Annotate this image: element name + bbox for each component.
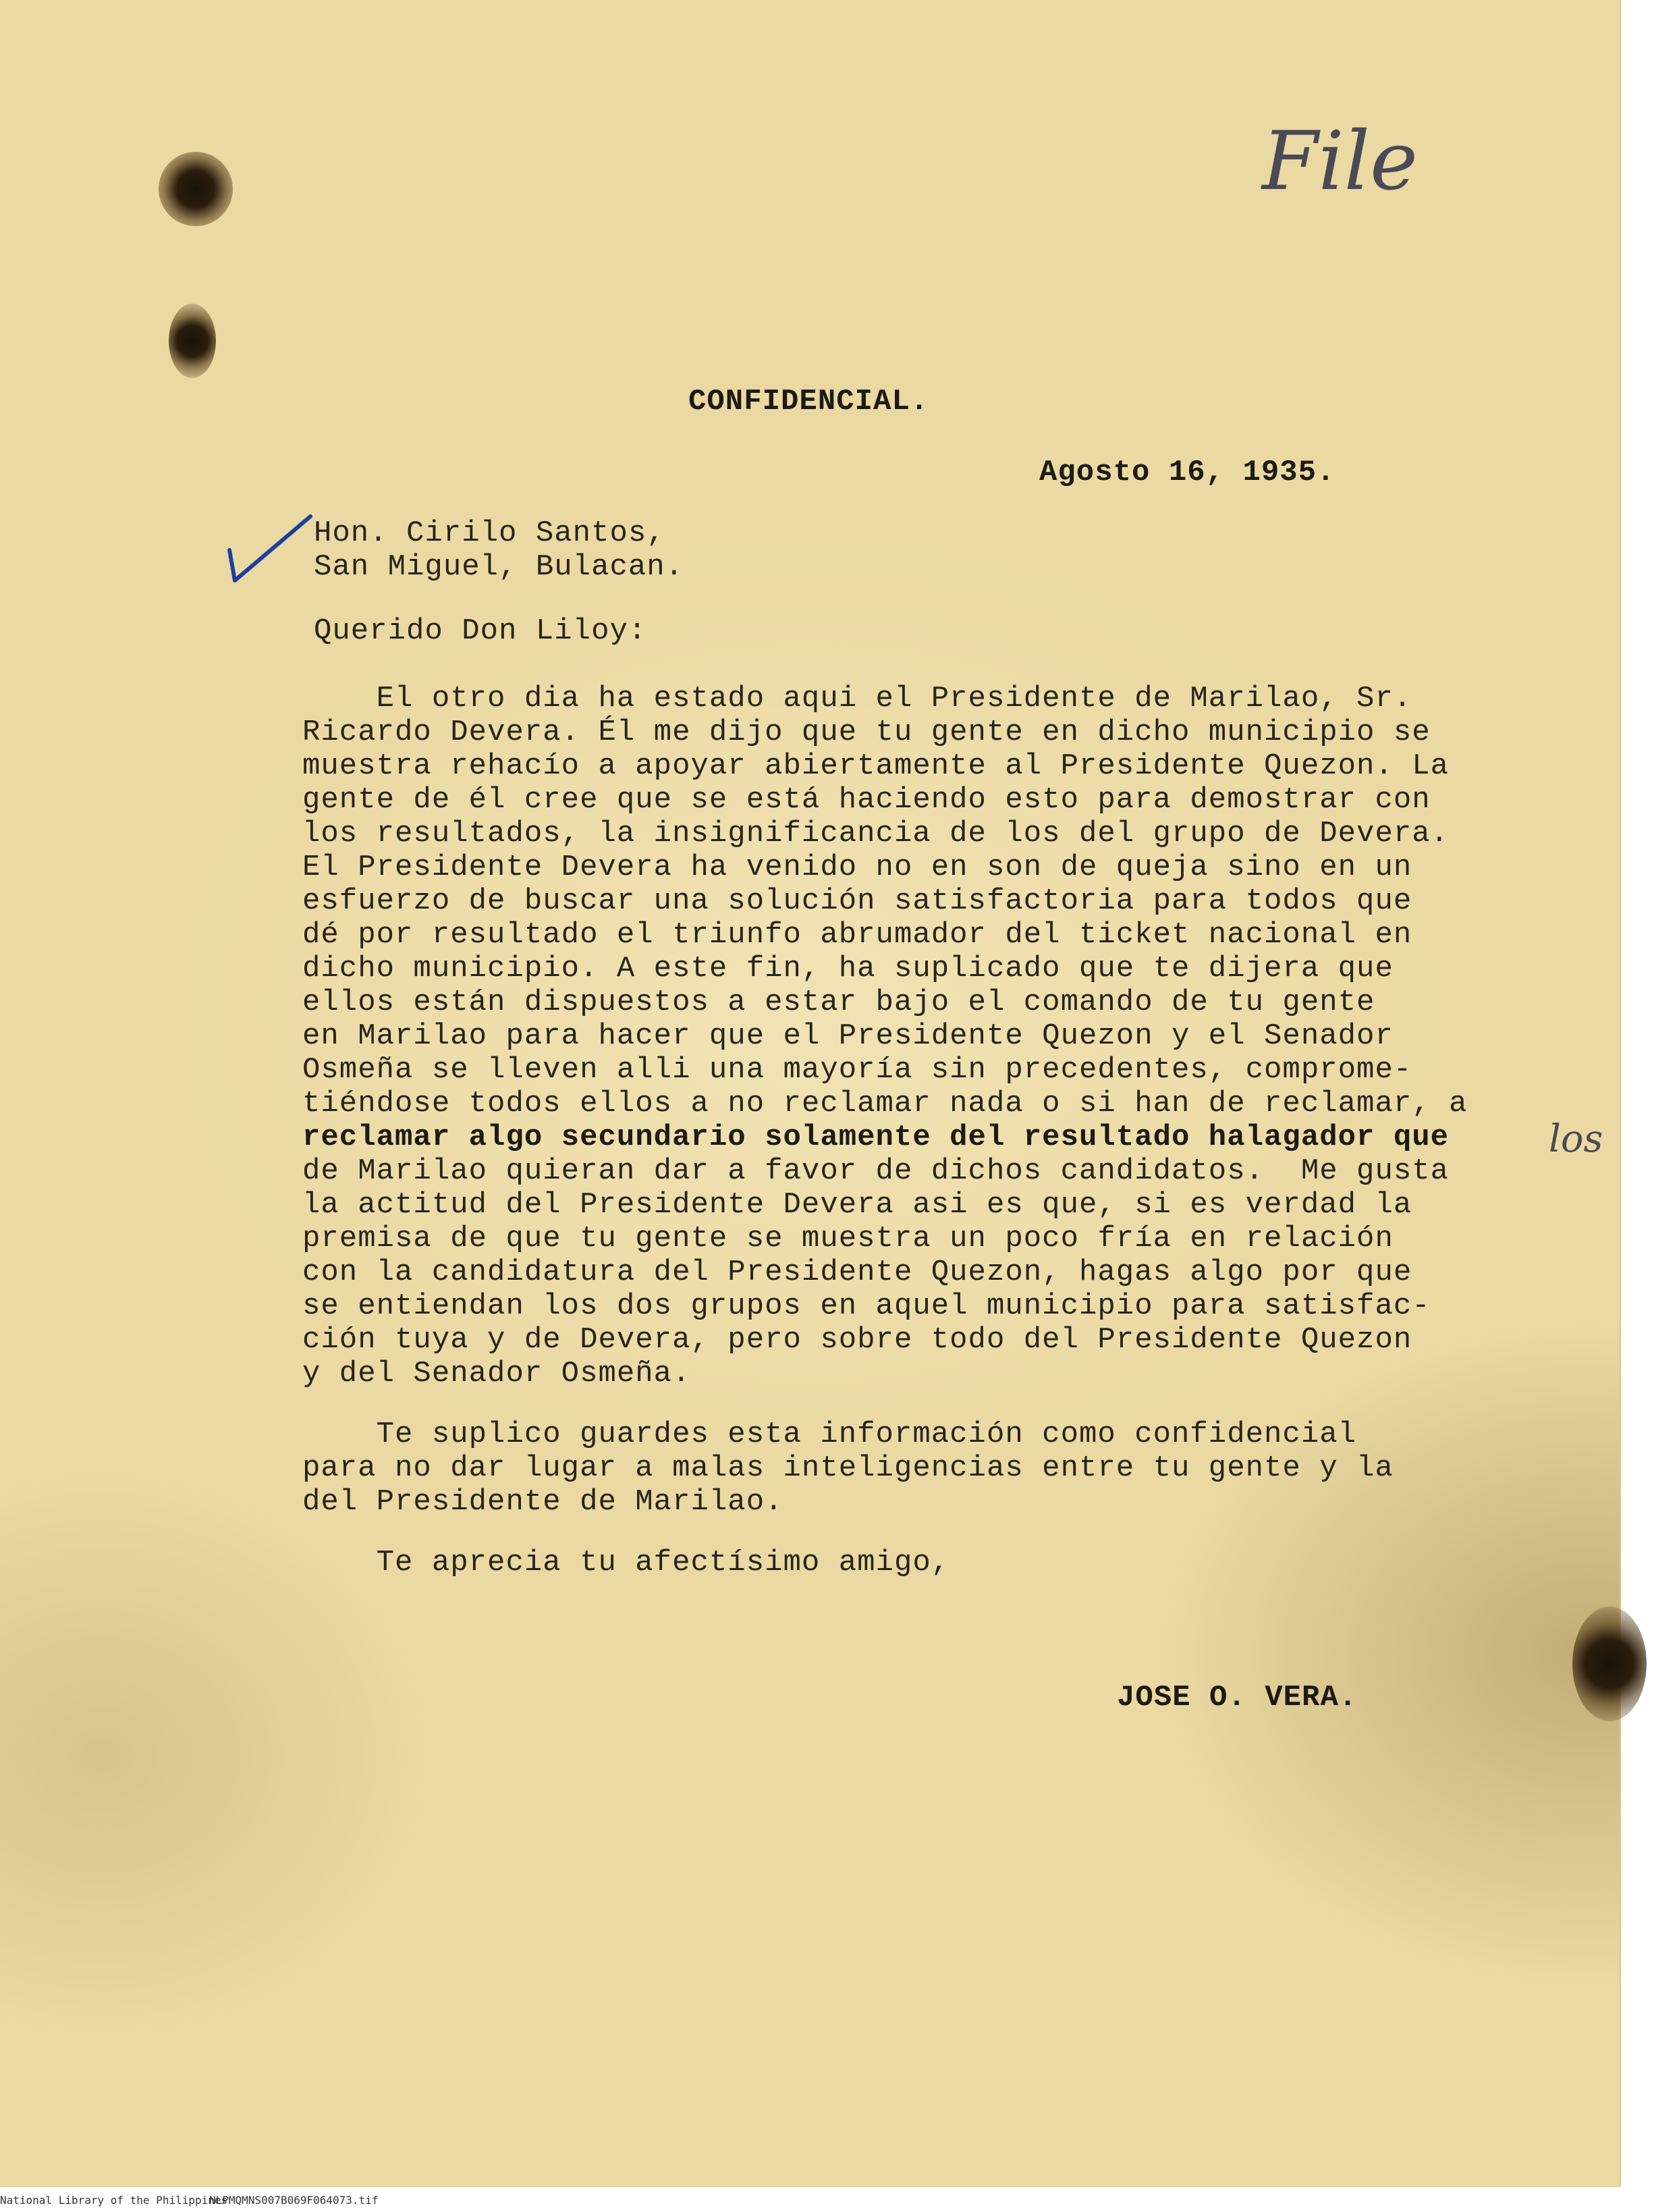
handwritten-file-note: File xyxy=(1262,115,1419,209)
closing-paragraph xyxy=(302,1418,1585,1526)
valediction: Te aprecia tu afectísimo amigo, xyxy=(302,1546,950,1580)
signature: JOSE O. VERA. xyxy=(1117,1681,1358,1715)
footer-institution: National Library of the Philippines xyxy=(0,2194,228,2207)
body-line: premisa de que tu gente se muestra un poco fría en relación xyxy=(302,1222,1394,1256)
body-line: esfuerzo de buscar una solución satisfactoria para todos que xyxy=(302,884,1412,918)
recipient-address: San Miguel, Bulacan. xyxy=(314,550,684,584)
body-line: reclamar algo secundario solamente del resultado halagador que xyxy=(302,1121,1450,1154)
letter-heading: CONFIDENCIAL. xyxy=(688,385,929,419)
salutation: Querido Don Liloy: xyxy=(314,614,647,648)
body-line: en Marilao para hacer que el Presidente Quezon y el Senador xyxy=(302,1019,1394,1053)
body-line: y del Senador Osmeña. xyxy=(302,1357,691,1391)
body-line: Osmeña se lleven alli una mayoría sin precedentes, comprome- xyxy=(302,1053,1412,1087)
closing-line: Te suplico guardes esta información como confidencial xyxy=(302,1418,1357,1451)
body-line: tiéndose todos ellos a no reclamar nada o si han de reclamar, a xyxy=(302,1087,1468,1121)
closing-line: para no dar lugar a malas inteligencias entre tu gente y la xyxy=(302,1451,1394,1485)
body-line: gente de él cree que se está haciendo esto para demostrar con xyxy=(302,783,1431,817)
body-line: ción tuya y de Devera, pero sobre todo del Presidente Quezon xyxy=(302,1323,1412,1357)
letter-body xyxy=(302,682,1598,1397)
check-mark-icon xyxy=(223,513,317,587)
footer-filename: NLPMQMNS007B069F064073.tif xyxy=(209,2194,379,2207)
body-line: ellos están dispuestos a estar bajo el comando de tu gente xyxy=(302,986,1375,1019)
burn-mark-right xyxy=(1572,1607,1647,1721)
burn-hole-top xyxy=(159,152,233,226)
scan-footer xyxy=(0,2187,1679,2212)
body-line: muestra rehacío a apoyar abiertamente al Presidente Quezon. La xyxy=(302,749,1450,783)
body-line: los resultados, la insignificancia de los del grupo de Devera. xyxy=(302,817,1450,851)
body-line: dé por resultado el triunfo abrumador del ticket nacional en xyxy=(302,918,1412,952)
body-line: se entiendan los dos grupos en aquel municipio para satisfac- xyxy=(302,1289,1431,1323)
body-line: El otro dia ha estado aqui el Presidente de Marilao, Sr. xyxy=(302,682,1412,716)
body-line: de Marilao quieran dar a favor de dichos candidatos. Me gusta xyxy=(302,1154,1450,1188)
recipient-name: Hon. Cirilo Santos, xyxy=(314,516,665,550)
letter-date: Agosto 16, 1935. xyxy=(1039,456,1336,489)
body-line: dicho municipio. A este fin, ha suplicado que te dijera que xyxy=(302,952,1394,986)
body-line: El Presidente Devera ha venido no en son de queja sino en un xyxy=(302,851,1412,884)
body-line: Ricardo Devera. Él me dijo que tu gente en dicho municipio se xyxy=(302,716,1431,749)
burn-mark-left xyxy=(169,304,216,378)
body-line: la actitud del Presidente Devera asi es que, si es verdad la xyxy=(302,1188,1412,1222)
closing-line: del Presidente de Marilao. xyxy=(302,1485,783,1519)
handwritten-margin-insert: los xyxy=(1549,1117,1603,1161)
body-line: con la candidatura del Presidente Quezon, hagas algo por que xyxy=(302,1256,1412,1289)
